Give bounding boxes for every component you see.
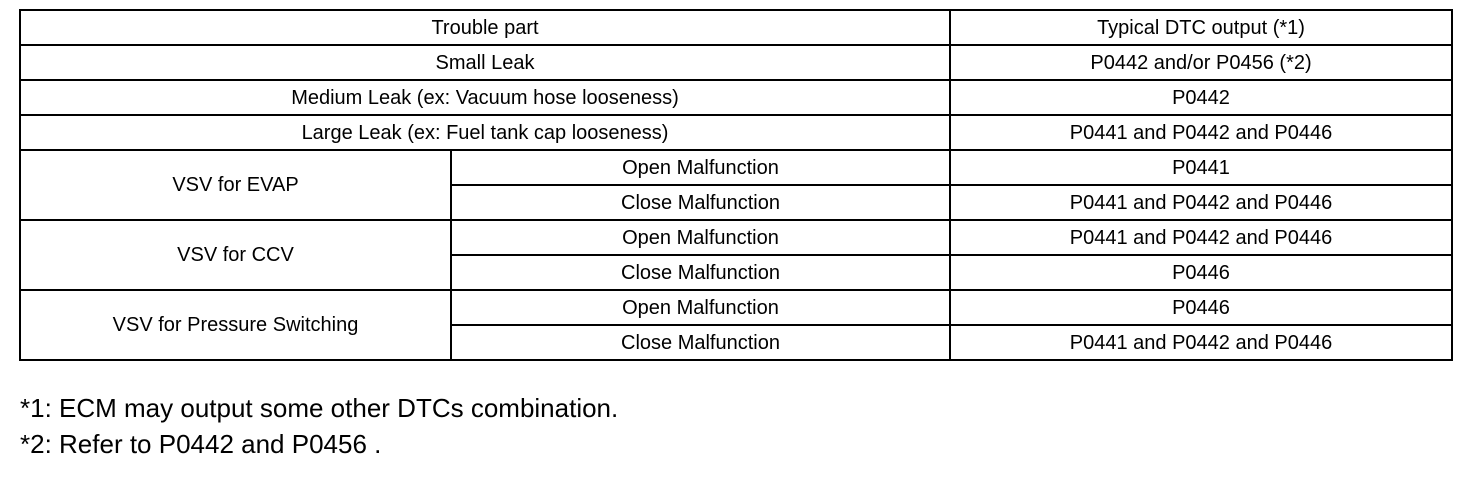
trouble-part-cell: Small Leak <box>20 45 950 80</box>
malfunction-mode-cell: Open Malfunction <box>451 150 950 185</box>
group-part-cell: VSV for CCV <box>20 220 451 290</box>
group-part-cell: VSV for EVAP <box>20 150 451 220</box>
table-row <box>20 80 1452 115</box>
dtc-cell: P0441 and P0442 and P0446 <box>950 185 1452 220</box>
dtc-cell: P0441 <box>950 150 1452 185</box>
dtc-cell: P0446 <box>950 290 1452 325</box>
footnote-2: *2: Refer to P0442 and P0456 . <box>20 429 382 459</box>
dtc-cell: P0442 and/or P0456 (*2) <box>950 45 1452 80</box>
header-dtc-output: Typical DTC output (*1) <box>950 10 1452 45</box>
malfunction-mode-cell: Open Malfunction <box>451 220 950 255</box>
table-row <box>20 290 1452 325</box>
malfunction-mode-cell: Close Malfunction <box>451 185 950 220</box>
table-header-row <box>20 10 1452 45</box>
header-trouble-part: Trouble part <box>20 10 950 45</box>
dtc-cell: P0441 and P0442 and P0446 <box>950 325 1452 360</box>
dtc-cell: P0441 and P0442 and P0446 <box>950 220 1452 255</box>
footnotes <box>20 390 618 462</box>
dtc-table <box>19 9 1453 361</box>
table-row <box>20 115 1452 150</box>
trouble-part-cell: Large Leak (ex: Fuel tank cap looseness) <box>20 115 950 150</box>
footnote-1: *1: ECM may output some other DTCs combination. <box>20 393 619 423</box>
dtc-cell: P0441 and P0442 and P0446 <box>950 115 1452 150</box>
table-row <box>20 45 1452 80</box>
dtc-cell: P0442 <box>950 80 1452 115</box>
table-row <box>20 220 1452 255</box>
malfunction-mode-cell: Close Malfunction <box>451 325 950 360</box>
dtc-cell: P0446 <box>950 255 1452 290</box>
malfunction-mode-cell: Open Malfunction <box>451 290 950 325</box>
malfunction-mode-cell: Close Malfunction <box>451 255 950 290</box>
group-part-cell: VSV for Pressure Switching <box>20 290 451 360</box>
table-row <box>20 150 1452 185</box>
trouble-part-cell: Medium Leak (ex: Vacuum hose looseness) <box>20 80 950 115</box>
